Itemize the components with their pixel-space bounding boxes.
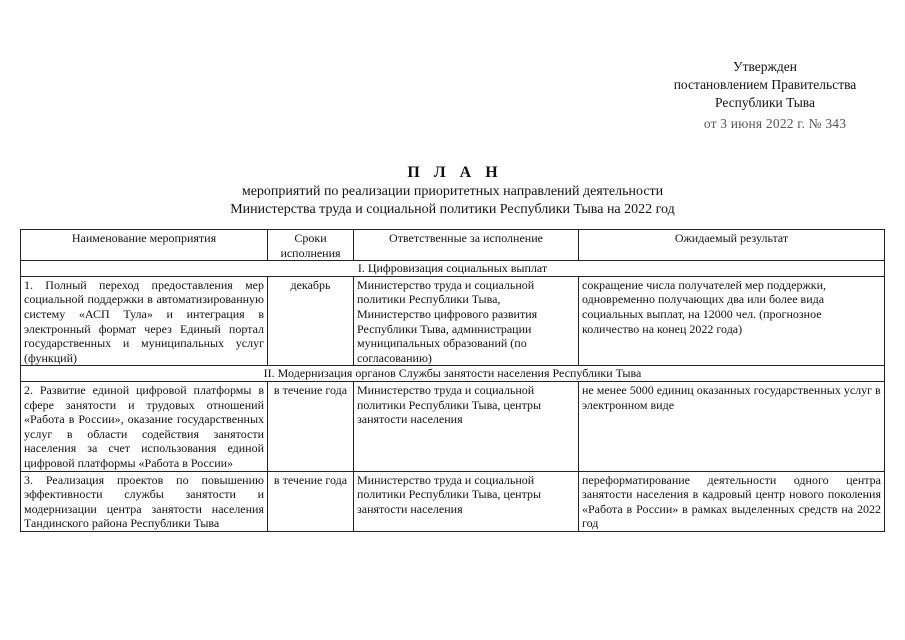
cell-responsible: Министерство труда и социальной политики Республики Тыва, центры занятости населения <box>354 381 579 471</box>
cell-name: 3. Реализация проектов по повышению эффективности службы занятости и модернизации центра занятости населения Тандинского района Республики Тыва <box>21 471 268 531</box>
approval-line-resolution: постановлением Правительства <box>673 77 857 92</box>
cell-result: не менее 5000 единиц оказанных государственных услуг в электронном виде <box>579 381 885 471</box>
section-title: II. Модернизация органов Службы занятости населения Республики Тыва <box>21 366 885 382</box>
approval-date: от 3 июня 2022 г. № 343 <box>703 116 847 131</box>
table-row <box>21 276 885 366</box>
section-title: I. Цифровизация социальных выплат <box>21 261 885 277</box>
cell-deadline: декабрь <box>268 276 354 366</box>
table-header-row <box>21 230 885 261</box>
cell-result: переформатирование деятельности одного центра занятости населения в кадровый центр нового поколения «Работа в России» в рамках выделенных средств на 2022 год <box>579 471 885 531</box>
header-responsible: Ответственные за исполнение <box>354 230 579 261</box>
approval-line-republic: Республики Тыва <box>715 95 815 110</box>
cell-responsible: Министерство труда и социальной политики Республики Тыва, центры занятости населения <box>354 471 579 531</box>
document-subtitle-line-2: Министерства труда и социальной политики Республики Тыва на 2022 год <box>230 202 675 217</box>
cell-deadline: в течение года <box>268 381 354 471</box>
section-row <box>21 366 885 382</box>
table-row <box>21 381 885 471</box>
approval-line-approved: Утвержден <box>733 59 797 74</box>
cell-name: 2. Развитие единой цифровой платформы в сфере занятости и трудовых отношений «Работа в России», оказание государственных услуг в области содействия занятости населения за счет использования единой цифровой платформы «Работа в России» <box>21 381 268 471</box>
document-title: П Л А Н <box>407 164 503 181</box>
document-subtitle-line-1: мероприятий по реализации приоритетных направлений деятельности <box>241 184 664 199</box>
header-deadline: Сроки исполнения <box>268 230 354 261</box>
approval-stamp <box>640 58 890 133</box>
header-result: Ожидаемый результат <box>579 230 885 261</box>
cell-result: сокращение числа получателей мер поддержки, одновременно получающих два или более вида социальных выплат, на 12000 чел. (прогнозное количество на конец 2022 года) <box>579 276 885 366</box>
document-title-block <box>0 163 905 219</box>
plan-table <box>20 229 885 532</box>
table-row <box>21 471 885 531</box>
cell-deadline: в течение года <box>268 471 354 531</box>
section-row <box>21 261 885 277</box>
header-name: Наименование мероприятия <box>21 230 268 261</box>
cell-name: 1. Полный переход предоставления мер социальной поддержки в автоматизированную систему «АСП Тула» и интеграция в электронный формат через Единый портал государственных и муниципальных услуг (функций) <box>21 276 268 366</box>
cell-responsible: Министерство труда и социальной политики Республики Тыва, Министерство цифрового развития Республики Тыва, администрации муниципальных образований (по согласованию) <box>354 276 579 366</box>
